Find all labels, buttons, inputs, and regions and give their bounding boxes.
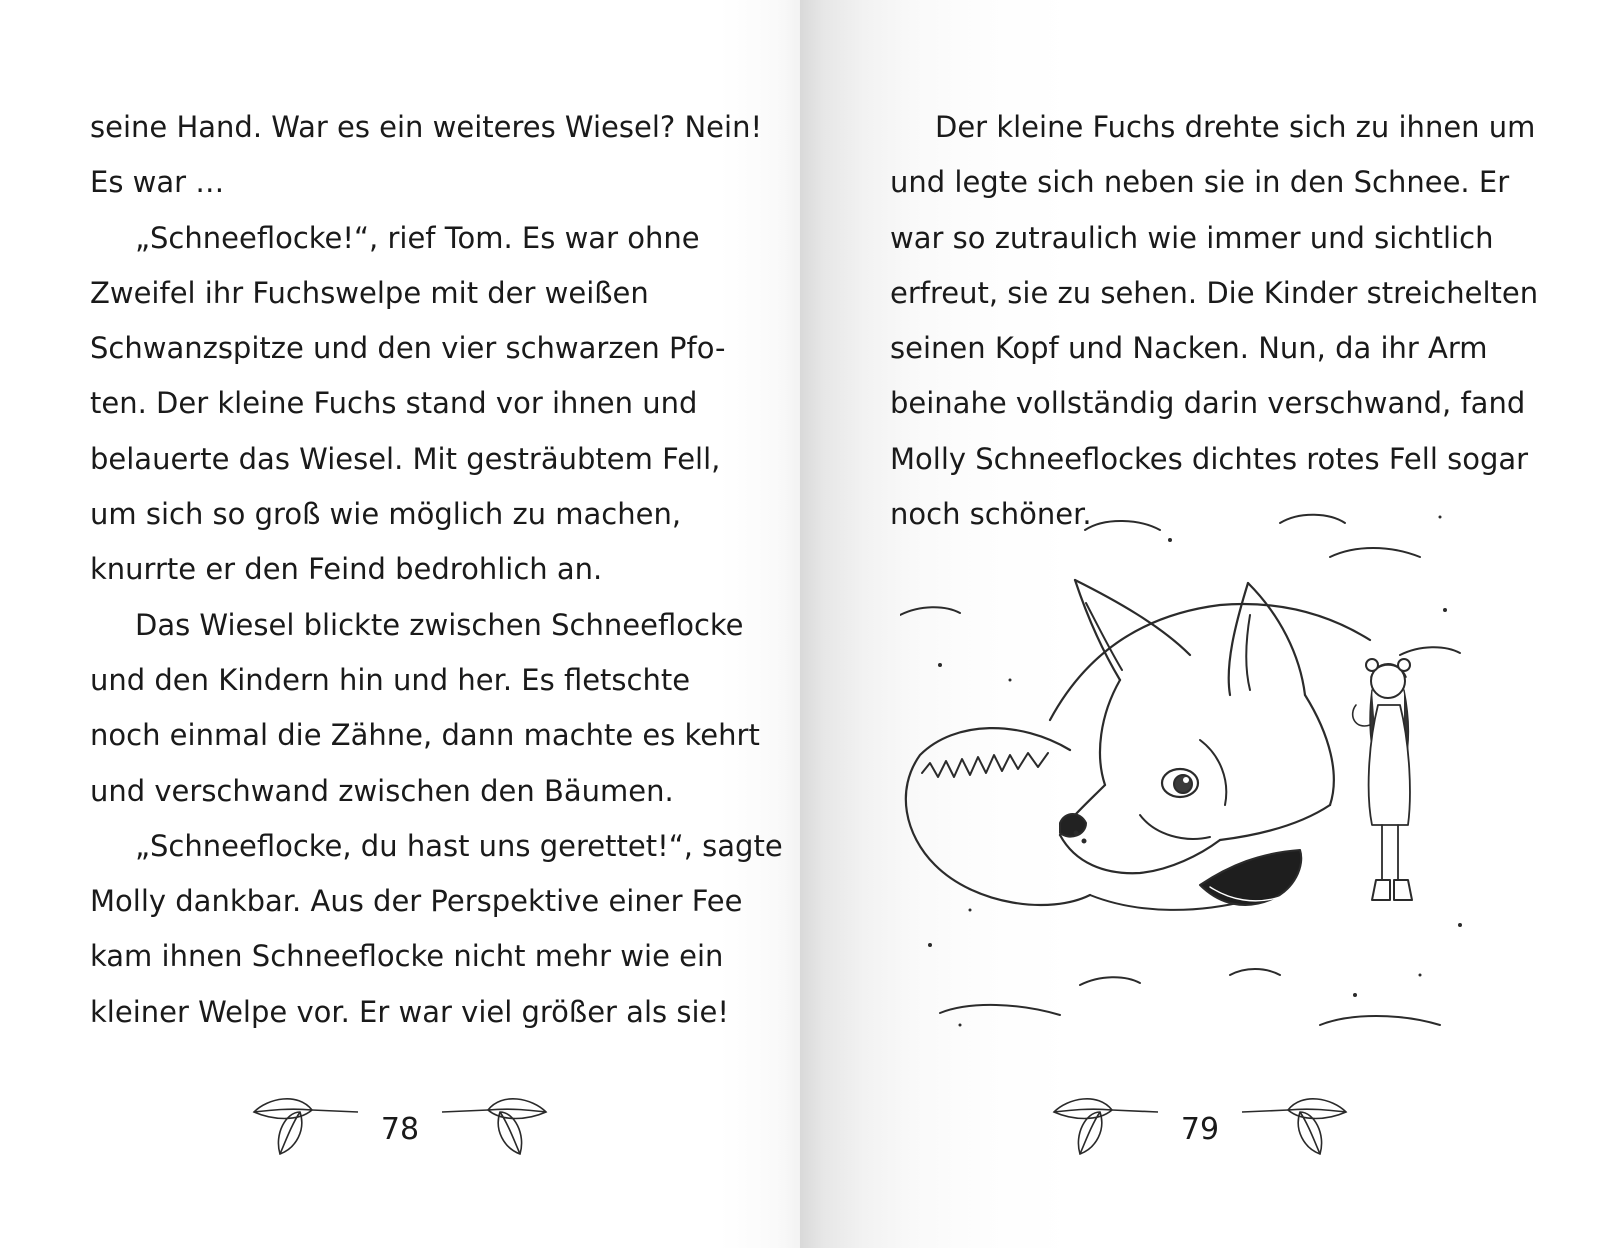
text-line: und den Kindern hin und her. Es fletschte [90,662,691,697]
leaf-ornament-icon [1240,1098,1350,1168]
text-line: beinahe vollständig darin verschwand, fand [890,386,1526,421]
right-page-text [890,100,1539,542]
text-line: belauerte das Wiesel. Mit gesträubtem Fell, [90,441,721,476]
paragraph [890,100,1539,542]
paragraph [90,819,783,1040]
paragraph [90,100,763,211]
text-line: Zweifel ihr Fuchswelpe mit der weißen [90,275,649,310]
left-page-text [90,100,783,1040]
page-number-footer [250,1098,550,1168]
text-line: Das Wiesel blickte zwischen Schneeflocke [135,607,744,642]
text-line: und verschwand zwischen den Bäumen. [90,773,674,808]
text-line: Schwanzspitze und den vier schwarzen Pfo- [90,331,726,366]
text-line: kam ihnen Schneeflocke nicht mehr wie ein [90,939,724,974]
text-line: um sich so groß wie möglich zu machen, [90,497,682,532]
text-line: „Schneeflocke!“, rief Tom. Es war ohne [135,220,700,255]
text-line: Es war … [90,165,225,200]
text-line: Molly Schneeflockes dichtes rotes Fell sogar [890,441,1529,476]
leaf-ornament-icon [440,1098,550,1168]
paragraph [90,598,760,819]
text-line: war so zutraulich wie immer und sichtlich [890,220,1494,255]
text-line: seine Hand. War es ein weiteres Wiesel? Nein! [90,110,763,144]
fox-and-girl-illustration [900,505,1500,1065]
text-line: noch schöner. [890,497,1092,532]
page-number: 78 [380,1112,420,1147]
page-number-footer [1050,1098,1350,1168]
text-line: erfreut, sie zu sehen. Die Kinder streichelten [890,275,1539,310]
paragraph [90,211,730,598]
text-line: ten. Der kleine Fuchs stand vor ihnen und [90,386,698,421]
text-line: knurrte er den Feind bedrohlich an. [90,552,603,587]
text-line: und legte sich neben sie in den Schnee. Er [890,165,1510,200]
text-line: seinen Kopf und Nacken. Nun, da ihr Arm [890,331,1488,366]
text-line: Der kleine Fuchs drehte sich zu ihnen um [935,110,1536,144]
text-line: noch einmal die Zähne, dann machte es kehrt [90,718,760,753]
page-number: 79 [1180,1112,1220,1147]
text-line: „Schneeflocke, du hast uns gerettet!“, sagte [135,828,783,863]
text-line: kleiner Welpe vor. Er war viel größer als sie! [90,994,729,1029]
text-line: Molly dankbar. Aus der Perspektive einer Fee [90,884,743,919]
